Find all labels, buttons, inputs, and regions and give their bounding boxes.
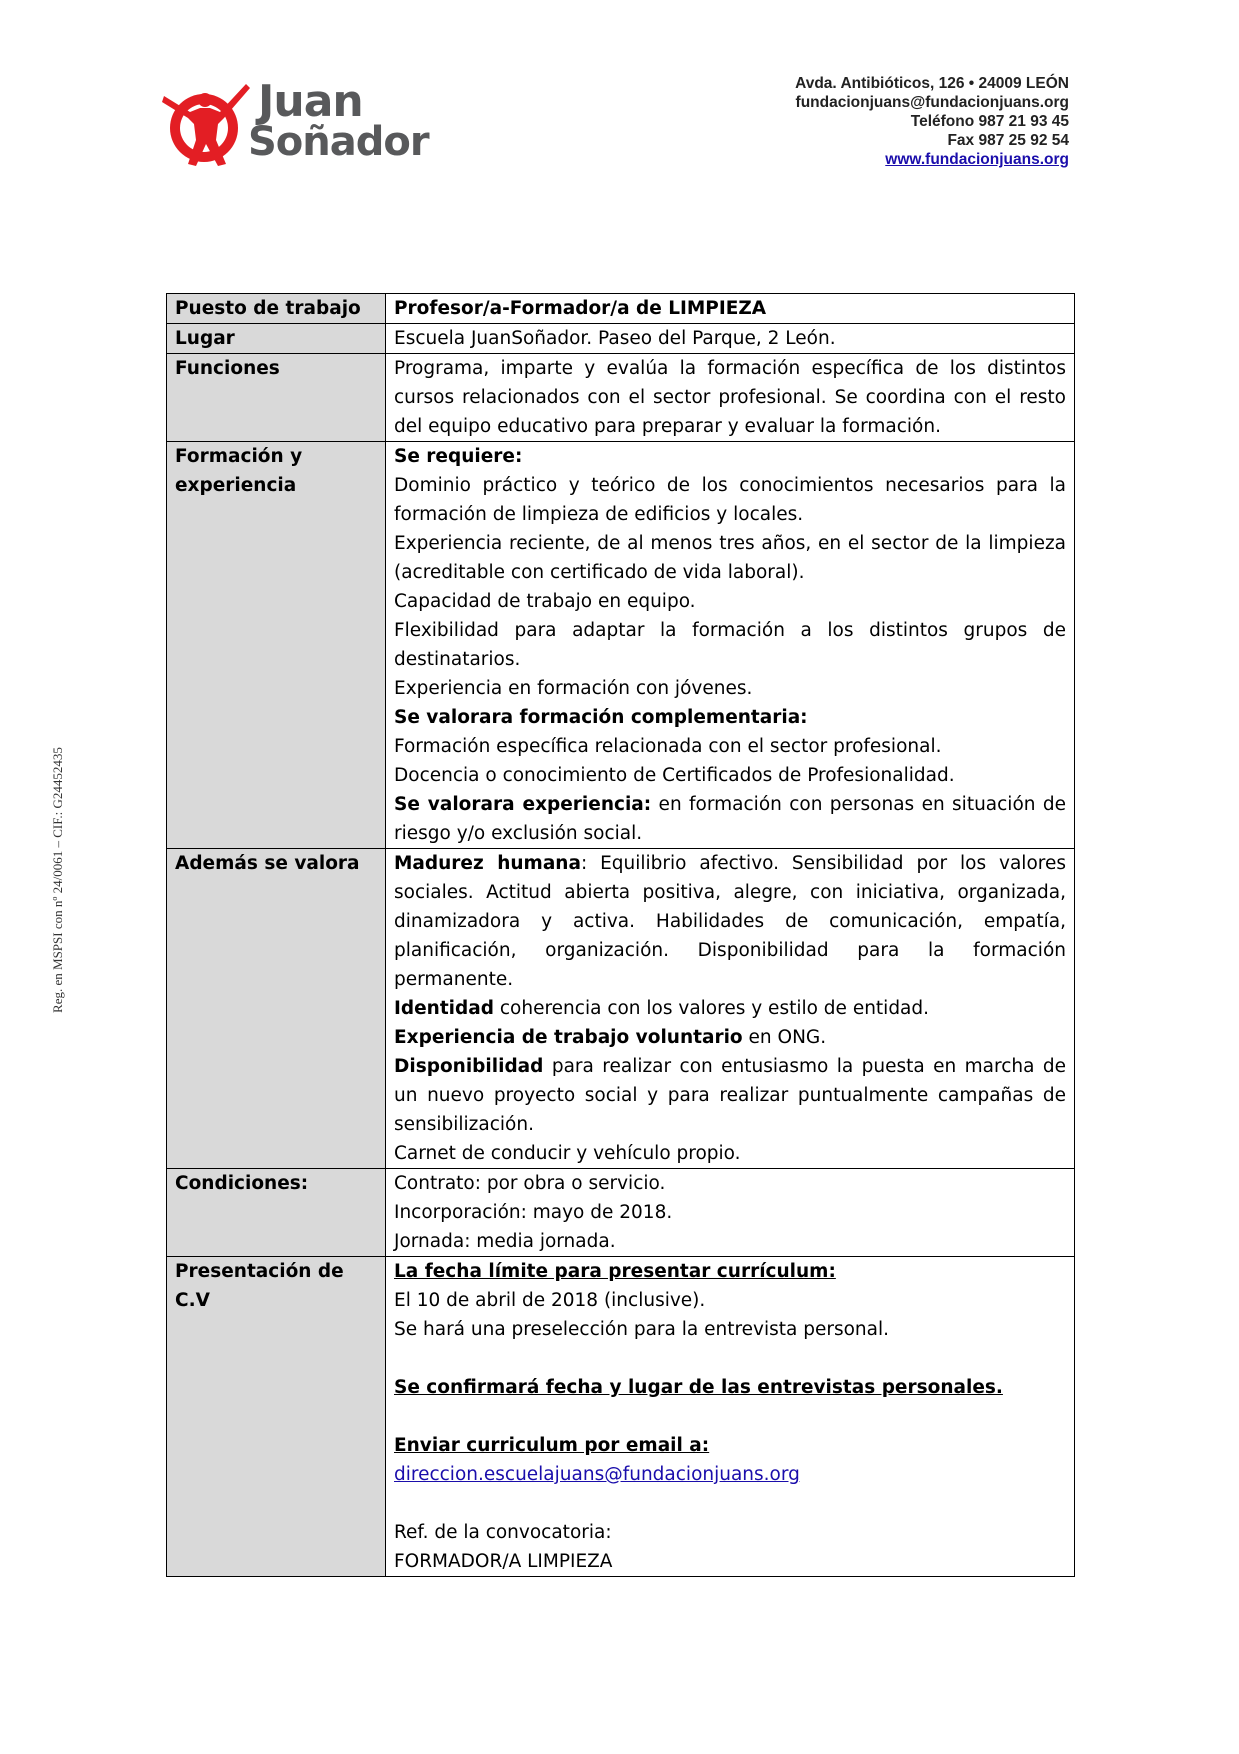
enviar-title: Enviar curriculum por email a: [394, 1435, 710, 1456]
condicion-item: Jornada: media jornada. [394, 1231, 616, 1252]
row-formacion [167, 442, 1075, 849]
experiencia-text: en formación con personas en situación de riesgo y/o exclusión social. [394, 794, 1066, 844]
complementaria-title: Se valorara formación complementaria: [394, 707, 808, 728]
requiere-item: Dominio práctico y teórico de los conocimientos necesarios para la formación de limpieza de edificios y locales. [394, 475, 1066, 525]
value-lugar: Escuela JuanSoñador. Paseo del Parque, 2 León. [386, 324, 1075, 354]
value-formacion [386, 442, 1075, 849]
madurez-text: : Equilibrio afectivo. Sensibilidad por los valores sociales. Actitud abierta positiva, alegre, con iniciativa, organizada, dinamizadora y activa. Habilidades de comunicación, empatía, planificación, organización. Disponibilidad para la formación permanente. [394, 853, 1066, 990]
identidad-paragraph [394, 994, 1066, 1023]
requiere-item: Experiencia en formación con jóvenes. [394, 678, 753, 699]
condicion-item: Contrato: por obra o servicio. [394, 1173, 666, 1194]
spacer [394, 1402, 1066, 1431]
row-puesto [167, 294, 1075, 324]
label-lugar: Lugar [167, 324, 386, 354]
requiere-item: Capacidad de trabajo en equipo. [394, 591, 696, 612]
address: Avda. Antibióticos, 126 • 24009 LEÓN [795, 75, 1069, 92]
disponibilidad-paragraph [394, 1052, 1066, 1139]
value-funciones: Programa, imparte y evalúa la formación específica de los distintos cursos relacionados con el sector profesional. Se coordina con el resto del equipo educativo para preparar y evaluar la formación. [386, 354, 1075, 442]
carnet-text: Carnet de conducir y vehículo propio. [394, 1143, 741, 1164]
confirmara-text: Se confirmará fecha y lugar de las entrevistas personales. [394, 1377, 1003, 1398]
disponibilidad-label: Disponibilidad [394, 1056, 544, 1077]
ref-label: Ref. de la convocatoria: [394, 1522, 612, 1543]
voluntario-label: Experiencia de trabajo voluntario [394, 1027, 743, 1048]
identidad-text: coherencia con los valores y estilo de entidad. [494, 998, 930, 1019]
experiencia-label: Se valorara experiencia: [394, 794, 652, 815]
fax: Fax 987 25 92 54 [947, 132, 1069, 149]
value-condiciones [386, 1169, 1075, 1257]
row-lugar [167, 324, 1075, 354]
row-funciones [167, 354, 1075, 442]
label-condiciones: Condiciones: [167, 1169, 386, 1257]
label-ademas: Además se valora [167, 849, 386, 1169]
label-puesto: Puesto de trabajo [167, 294, 386, 324]
row-condiciones [167, 1169, 1075, 1257]
label-presentacion: Presentación de C.V [167, 1257, 386, 1577]
value-puesto: Profesor/a-Formador/a de LIMPIEZA [386, 294, 1075, 324]
spacer [394, 1344, 1066, 1373]
registration-text: Reg. en MSPSI con nº 24/0061 – CIF.: G24452435 [50, 747, 65, 1013]
cv-email-link[interactable]: direccion.escuelajuans@fundacionjuans.org [394, 1464, 800, 1485]
requiere-title: Se requiere: [394, 446, 523, 467]
logo-word-sonador: Soñador [248, 119, 429, 165]
dreamer-figure-icon [160, 78, 260, 168]
disponibilidad-text: para realizar con entusiasmo la puesta en marcha de un nuevo proyecto social y para realizar puntualmente campañas de sensibilización. [394, 1056, 1066, 1135]
label-formacion: Formación y experiencia [167, 442, 386, 849]
value-ademas [386, 849, 1075, 1169]
job-offer-table [166, 293, 1075, 1577]
logo-word-juan: Juan [258, 76, 363, 127]
complementaria-item: Formación específica relacionada con el sector profesional. [394, 736, 942, 757]
requiere-item: Experiencia reciente, de al menos tres años, en el sector de la limpieza (acreditable con certificado de vida laboral). [394, 533, 1066, 583]
website-link[interactable]: www.fundacionjuans.org [885, 151, 1069, 168]
contact-block [795, 74, 1069, 169]
identidad-label: Identidad [394, 998, 494, 1019]
value-presentacion [386, 1257, 1075, 1577]
voluntario-text: en ONG. [742, 1027, 827, 1048]
madurez-label: Madurez humana [394, 853, 581, 874]
spacer [394, 1489, 1066, 1518]
juan-sonador-logo [160, 76, 429, 168]
madurez-paragraph [394, 849, 1066, 994]
fecha-value: El 10 de abril de 2018 (inclusive). [394, 1290, 706, 1311]
experiencia-paragraph [394, 790, 1066, 848]
phone: Teléfono 987 21 93 45 [910, 113, 1069, 130]
label-funciones: Funciones [167, 354, 386, 442]
preseleccion-text: Se hará una preselección para la entrevista personal. [394, 1319, 890, 1340]
requiere-item: Flexibilidad para adaptar la formación a los distintos grupos de destinatarios. [394, 620, 1066, 670]
condicion-item: Incorporación: mayo de 2018. [394, 1202, 673, 1223]
fecha-title: La fecha límite para presentar currículum: [394, 1261, 836, 1282]
ref-value: FORMADOR/A LIMPIEZA [394, 1551, 613, 1572]
voluntario-paragraph [394, 1023, 1066, 1052]
complementaria-item: Docencia o conocimiento de Certificados de Profesionalidad. [394, 765, 955, 786]
row-presentacion [167, 1257, 1075, 1577]
row-ademas [167, 849, 1075, 1169]
email: fundacionjuans@fundacionjuans.org [795, 94, 1069, 111]
